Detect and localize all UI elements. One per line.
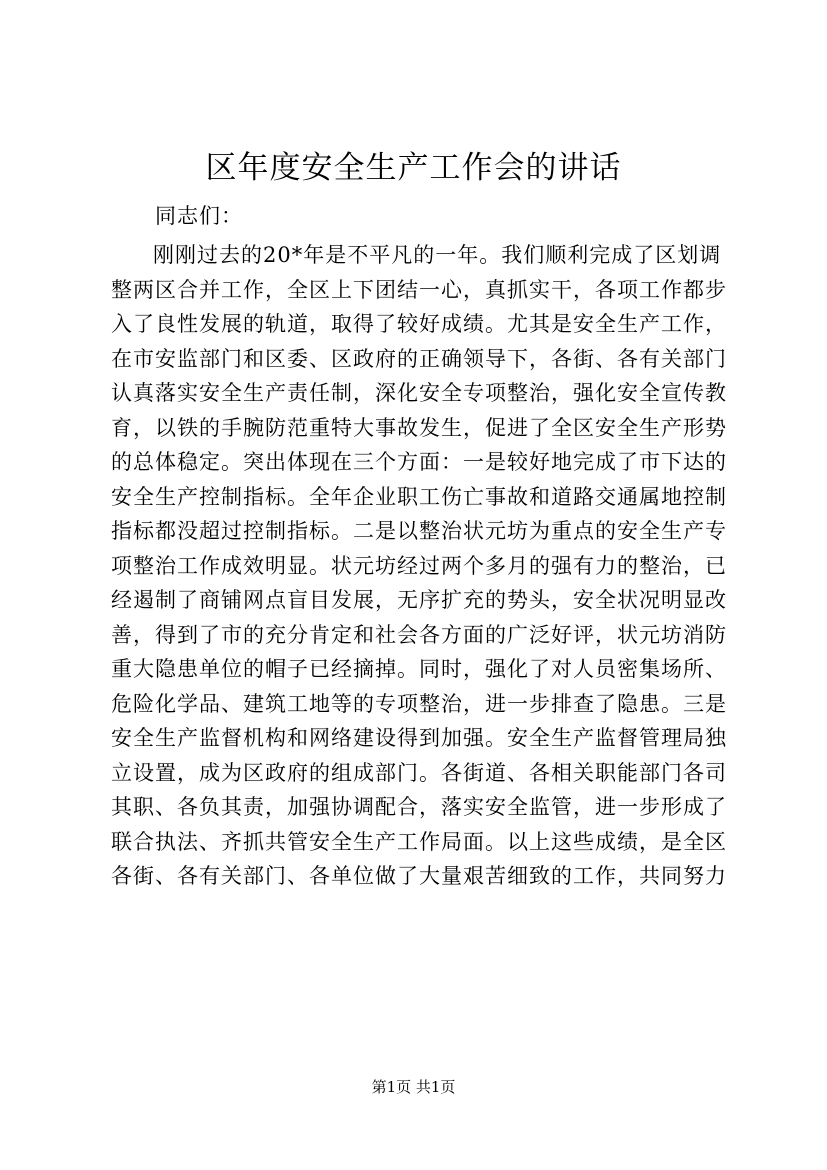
body-paragraph [111, 238, 738, 894]
paragraph-line: 经遏制了商铺网点盲目发展，无序扩充的势头，安全状况明显改 [111, 588, 727, 612]
paragraph-line: 认真落实安全生产责任制，深化安全专项整治，强化安全宣传教 [111, 381, 727, 405]
paragraph-line: 项整治工作成效明显。状元坊经过两个多月的强有力的整治，已 [111, 553, 727, 578]
paragraph-line: 的总体稳定。突出体现在三个方面：一是较好地完成了市下达的 [111, 450, 727, 474]
paragraph-line: 刚刚过去的20*年是不平凡的一年。我们顺利完成了区划调 [153, 243, 722, 267]
paragraph-line: 入了良性发展的轨道，取得了较好成绩。尤其是安全生产工作， [111, 312, 727, 336]
paragraph-line: 安全生产监督机构和网络建设得到加强。安全生产监督管理局独 [111, 726, 727, 750]
paragraph-line: 在市安监部门和区委、区政府的正确领导下，各街、各有关部门 [111, 346, 727, 371]
paragraph-line: 整两区合并工作，全区上下团结一心，真抓实干，各项工作都步 [111, 277, 727, 302]
greeting: 同志们： [155, 204, 243, 228]
paragraph-line: 其职、各负其责，加强协调配合，落实安全监管，进一步形成了 [111, 795, 727, 819]
paragraph-line: 立设置，成为区政府的组成部门。各街道、各相关职能部门各司 [111, 760, 727, 785]
paragraph-line: 联合执法、齐抓共管安全生产工作局面。以上这些成绩，是全区 [111, 829, 727, 854]
paragraph-line: 重大隐患单位的帽子已经摘掉。同时，强化了对人员密集场所、 [111, 657, 727, 681]
paragraph-line: 安全生产控制指标。全年企业职工伤亡事故和道路交通属地控制 [111, 484, 727, 509]
paragraph-line: 危险化学品、建筑工地等的专项整治，进一步排查了隐患。三是 [111, 691, 727, 716]
paragraph-line: 指标都没超过控制指标。二是以整治状元坊为重点的安全生产专 [111, 519, 727, 543]
paragraph-line: 各街、各有关部门、各单位做了大量艰苦细致的工作，共同努力 [111, 864, 727, 888]
paragraph-line: 育，以铁的手腕防范重特大事故发生，促进了全区安全生产形势 [111, 415, 727, 440]
document-title: 区年度安全生产工作会的讲话 [205, 150, 622, 186]
paragraph-line: 善，得到了市的充分肯定和社会各方面的广泛好评，状元坊消防 [111, 622, 727, 647]
page-footer: 第1页 共1页 [371, 1078, 456, 1096]
